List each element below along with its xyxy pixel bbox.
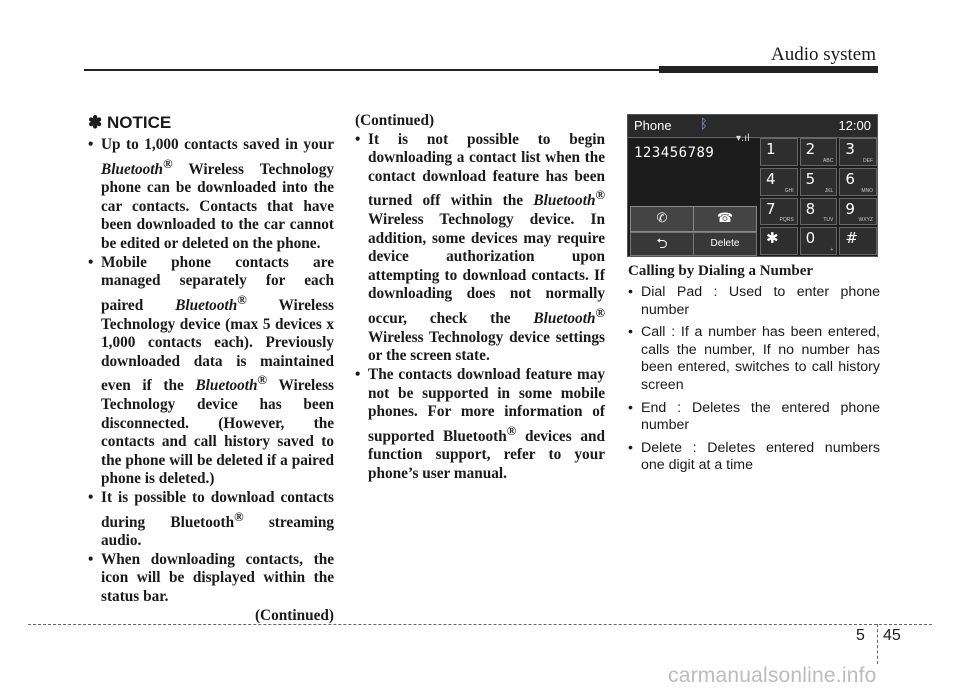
list-item: • Mobile phone contacts are managed separately for each paired Bluetooth® Wireless Technology device (max 5 devices x 1,000 contacts each). Previously downloaded data is maintained even if the Bluetooth® Wireless Technology device has been disconnected. (However, the contacts and call history saved to the phone will be deleted if a paired phone is deleted.) <box>88 254 334 489</box>
continued-label: (Continued) <box>254 606 334 624</box>
dial-instructions <box>628 262 880 480</box>
dial-instruction-list <box>628 284 880 475</box>
dial-key-7[interactable]: 7 PQRS <box>760 198 798 226</box>
call-button[interactable]: ✆ <box>630 206 694 232</box>
watermark: carmanualsonline.info <box>668 664 877 687</box>
page-header-title: Audio system <box>770 44 876 65</box>
list-item: • It is possible to download contacts during Bluetooth® streaming audio. <box>88 489 334 551</box>
list-item: • Up to 1,000 contacts saved in your Bluetooth® Wireless Technology phone can be downloaded into the car contacts. Contacts that have been downloaded to the car cannot be edited or deleted on the phone. <box>88 136 334 254</box>
phone-status-bar <box>628 115 877 138</box>
list-item: • When downloading contacts, the icon will be displayed within the status bar. <box>88 551 334 607</box>
dial-key-star[interactable]: ✱ <box>760 227 798 255</box>
page-number-divider <box>877 624 878 664</box>
list-item: • Call : If a number has been entered, calls the number, If no number has been entered, switches to call history screen <box>628 324 880 394</box>
notice-title: ✽ NOTICE <box>88 113 172 132</box>
delete-button[interactable]: Delete <box>693 232 757 256</box>
dial-key-6[interactable]: 6 MNO <box>839 168 877 196</box>
dial-key-8[interactable]: 8 TUV <box>800 198 838 226</box>
section-caption: Calling by Dialing a Number <box>628 263 814 279</box>
end-button[interactable]: ☎ <box>693 206 757 232</box>
phone-clock: 12:00 <box>838 118 871 133</box>
dial-key-9[interactable]: 9 WXYZ <box>839 198 877 226</box>
chapter-number: 5 <box>856 627 865 644</box>
list-item: • The contacts download feature may not be supported in some mobile phones. For more information of supported Bluetooth® devices and function support, refer to your phone’s user manual. <box>355 366 605 484</box>
continued-label: (Continued) <box>355 112 435 129</box>
header-rule-accent <box>659 66 878 73</box>
signal-icon: ▾.ıl <box>736 133 750 144</box>
footer-rule <box>28 624 932 625</box>
phone-screen-title: Phone <box>634 118 672 133</box>
list-item: • End : Deletes the entered phone number <box>628 400 880 435</box>
header-rule <box>84 69 659 71</box>
dial-pad <box>760 138 877 255</box>
continued-column <box>355 112 605 484</box>
continued-list <box>355 131 605 484</box>
back-button[interactable]: ⮌ <box>630 232 694 256</box>
notice-column <box>88 112 334 625</box>
dialed-number: 123456789 <box>634 145 715 161</box>
dial-key-2[interactable]: 2 ABC <box>800 138 838 166</box>
bluetooth-icon: ᛒ <box>700 117 708 132</box>
dial-key-1[interactable]: 1 <box>760 138 798 166</box>
dial-key-3[interactable]: 3 DEF <box>839 138 877 166</box>
list-item: • It is not possible to begin downloading a contact list when the contact download feature has been turned off within the Bluetooth® Wireless Technology device. In addition, some devices may require device authorization upon attempting to download contacts. If downloading does not normally occur, check the Bluetooth® Wireless Technology device settings or the screen state. <box>355 131 605 366</box>
dial-key-4[interactable]: 4 GHI <box>760 168 798 196</box>
dial-key-hash[interactable]: # <box>839 227 877 255</box>
list-item: • Delete : Deletes entered numbers one digit at a time <box>628 440 880 475</box>
notice-list <box>88 136 334 607</box>
page-number: 45 <box>883 627 901 644</box>
dial-key-5[interactable]: 5 JKL <box>800 168 838 196</box>
phone-screen-image <box>627 114 878 257</box>
list-item: • Dial Pad : Used to enter phone number <box>628 284 880 319</box>
dial-key-0[interactable]: 0 + <box>800 227 838 255</box>
